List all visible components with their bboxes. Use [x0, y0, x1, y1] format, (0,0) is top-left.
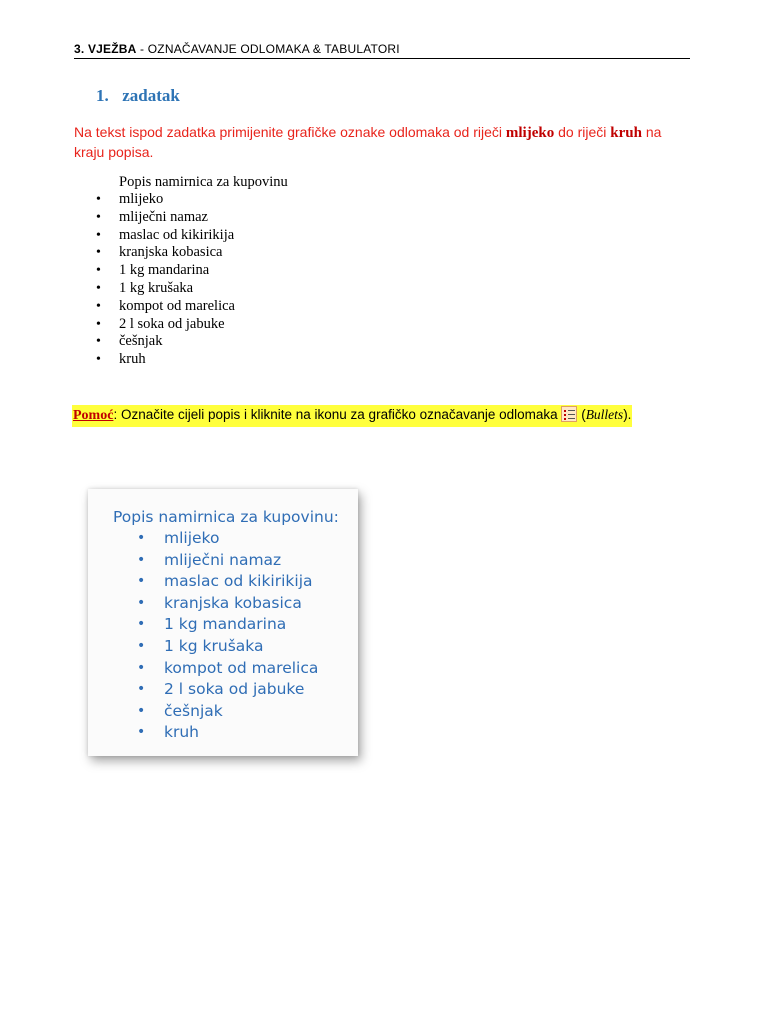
- bullet-marker: •: [96, 192, 101, 207]
- example-bulleted-list: [137, 528, 318, 744]
- bullet-marker: •: [137, 637, 146, 654]
- bullet-marker: •: [96, 209, 101, 225]
- example-list-item: [137, 614, 318, 636]
- help-text: : Označite cijeli popis i kliknite na ikonu za grafičko označavanje odlomaka: [113, 407, 562, 422]
- list-item-text: kruh: [119, 351, 146, 368]
- list-item-text: kompot od marelica: [164, 658, 319, 677]
- example-list-item: [137, 722, 318, 744]
- bullet-marker: •: [137, 573, 146, 590]
- instruction-text-2: do riječi: [554, 124, 611, 140]
- example-list-item: [137, 571, 318, 593]
- list-item-text: češnjak: [119, 333, 163, 350]
- bullet-marker: •: [96, 263, 101, 279]
- bullet-marker: •: [137, 724, 146, 741]
- task-instruction: [74, 123, 694, 162]
- list-item-text: mlijeko: [164, 529, 220, 547]
- task-number: 1.: [96, 86, 109, 105]
- bullet-marker: •: [96, 334, 101, 350]
- bullet-marker: •: [137, 616, 146, 633]
- list-item-text: kompot od marelica: [119, 297, 235, 314]
- bullet-marker: •: [96, 316, 101, 332]
- example-list-item: [137, 550, 318, 572]
- list-item-text: 1 kg mandarina: [119, 262, 210, 279]
- list-item[interactable]: [96, 333, 235, 351]
- bullet-marker: •: [137, 530, 146, 546]
- list-item[interactable]: [96, 209, 235, 227]
- list-item[interactable]: [96, 191, 235, 209]
- list-item-text: kranjska kobasica: [164, 593, 302, 612]
- help-bullets-term: Bullets: [585, 407, 624, 422]
- example-list-item: [137, 679, 318, 701]
- bullets-list-icon: [561, 406, 577, 422]
- list-item-text: maslac od kikirikija: [164, 572, 313, 591]
- example-list-heading: Popis namirnica za kupovinu:: [113, 508, 339, 526]
- help-label: Pomoć: [73, 408, 114, 423]
- list-heading[interactable]: Popis namirnica za kupovinu: [119, 174, 288, 190]
- example-screenshot: [88, 489, 358, 756]
- list-item-text: 1 kg krušaka: [119, 279, 194, 296]
- list-item[interactable]: [96, 244, 235, 262]
- list-item-text: kranjska kobasica: [119, 244, 223, 261]
- list-item[interactable]: [96, 227, 235, 245]
- list-item-text: maslac od kikirikija: [119, 226, 235, 243]
- bullet-marker: •: [96, 298, 101, 314]
- list-item[interactable]: [96, 280, 235, 298]
- bullet-marker: •: [137, 659, 146, 676]
- list-item[interactable]: [96, 262, 235, 280]
- instruction-text-3: na kraju popisa.: [74, 124, 662, 160]
- list-item-text: mliječni namaz: [164, 550, 282, 569]
- bullet-marker: •: [96, 352, 101, 368]
- list-item[interactable]: [96, 351, 235, 369]
- bullet-marker: •: [96, 227, 101, 243]
- list-item[interactable]: [96, 298, 235, 316]
- example-list-item: [137, 528, 318, 550]
- page-header: [74, 42, 690, 59]
- example-list-item: [137, 636, 318, 658]
- help-paren-open: (: [577, 407, 586, 422]
- example-list-item: [137, 658, 318, 680]
- list-item[interactable]: [96, 316, 235, 334]
- instruction-keyword-start: mlijeko: [505, 125, 555, 141]
- list-item-text: mlijeko: [119, 191, 164, 207]
- bullet-marker: •: [96, 280, 101, 296]
- list-item-text: kruh: [164, 723, 199, 742]
- list-item-text: 2 l soka od jabuke: [164, 680, 305, 699]
- header-exercise-title: - OZNAČAVANJE ODLOMAKA & TABULATORI: [136, 42, 400, 56]
- example-list-item: [137, 701, 318, 723]
- bullet-marker: •: [137, 551, 146, 568]
- list-item-text: češnjak: [164, 701, 223, 720]
- bullet-marker: •: [137, 702, 146, 719]
- header-exercise-number: 3. VJEŽBA: [74, 42, 137, 56]
- bullet-marker: •: [137, 594, 146, 611]
- bullet-marker: •: [96, 245, 101, 261]
- instruction-text-1: Na tekst ispod zadatka primijenite grafičke oznake odlomaka od riječi: [74, 124, 506, 140]
- list-item-text: 1 kg krušaka: [164, 636, 264, 655]
- help-paren-close: ).: [623, 407, 632, 422]
- list-item-text: 2 l soka od jabuke: [119, 315, 225, 332]
- task-heading: [96, 86, 180, 106]
- help-note: [72, 405, 632, 427]
- list-item-text: mliječni namaz: [119, 208, 208, 225]
- task-title: zadatak: [122, 86, 180, 105]
- instruction-keyword-end: kruh: [610, 125, 642, 141]
- example-list-item: [137, 593, 318, 615]
- bullet-marker: •: [137, 681, 146, 698]
- list-item-text: 1 kg mandarina: [164, 615, 287, 634]
- shopping-list[interactable]: [96, 191, 235, 369]
